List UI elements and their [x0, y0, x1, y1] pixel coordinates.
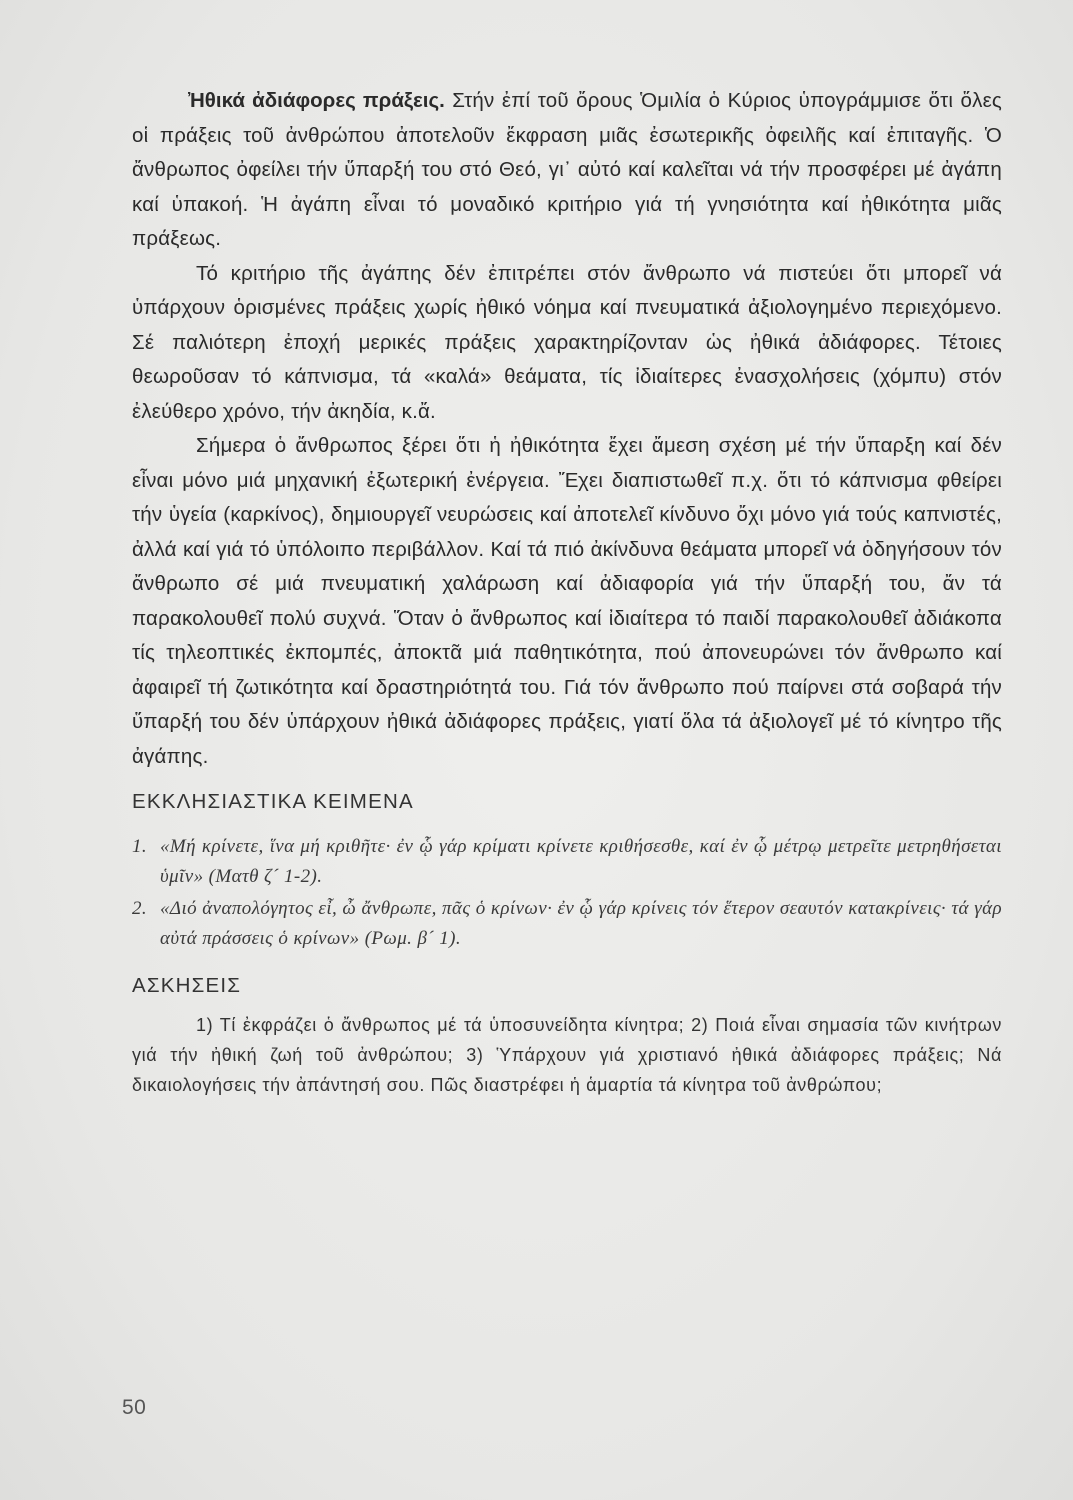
list-item-text: «Διό ἀναπολόγητος εἶ, ὦ ἄνθρωπε, πᾶς ὁ κρίνων· ἐν ᾧ γάρ κρίνεις τόν ἕτερον σεαυτόν κατακρίνεις· τά γάρ αὐτά πράσσεις ὁ κρίνων» (Ρωμ. β´ 1). — [160, 898, 1002, 949]
exercises-text: 1) Τί ἐκφράζει ὁ ἄνθρωπος μέ τά ὑποσυνείδητα κίνητρα; 2) Ποιά εἶναι σημασία τῶν κινήτρων γιά τήν ἠθική ζωή τοῦ ἀνθρώπου; 3) Ὑπάρχουν γιά χριστιανό ἠθικά ἀδιάφορες πράξεις; Νά δικαιολογήσεις τήν ἀπάντησή σου. Πῶς διαστρέφει ἡ ἁμαρτία τά κίνητρα τοῦ ἀνθρώπου; — [132, 1015, 1002, 1095]
paragraph-3: Σήμερα ὁ ἄνθρωπος ξέρει ὅτι ἡ ἠθικότητα ἔχει ἄμεση σχέση μέ τήν ὕπαρξη καί δέν εἶναι μόνο μιά μηχανική ἐξωτερική ἐνέργεια. Ἔχει διαπιστωθεῖ π.χ. ὅτι τό κάπνισμα φθείρει τήν ὑγεία (καρκίνος), δημιουργεῖ νευρώσεις καί ἀποτελεῖ κίνδυνο ὄχι μόνο γιά τούς καπνιστές, ἀλλά καί γιά τό ὑπόλοιπο περιβάλλον. Καί τά πιό ἀκίνδυνα θεάματα μπορεῖ νά ὁδηγήσουν τόν ἄνθρωπο σέ μιά πνευματική χαλάρωση καί ἀδιαφορία γιά τήν ὕπαρξή του, ἄν τά παρακολουθεῖ πολύ συχνά. Ὅταν ὁ ἄνθρωπος καί ἰδιαίτερα τό παιδί παρακολουθεῖ ἀδιάκοπα τίς τηλεοπτικές ἐκπομπές, ἀποκτᾶ μιά παθητικότητα, πού ἀπονευρώνει τόν ἄνθρωπο καί ἀφαιρεῖ τή ζωτικότητα καί δραστηριότητά του. Γιά τόν ἄνθρωπο πού παίρνει στά σοβαρά τήν ὕπαρξή του δέν ὑπάρχουν ἠθικά ἀδιάφορες πράξεις, γιατί ὅλα τά ἀξιολογεῖ μέ τό κίνητρο τῆς ἀγάπης. — [132, 434, 1002, 768]
list-item — [132, 832, 1002, 892]
section-title: Ἠθικά ἀδιάφορες πράξεις. — [188, 89, 445, 112]
paragraph-1 — [132, 84, 1002, 257]
paragraph-2: Τό κριτήριο τῆς ἀγάπης δέν ἐπιτρέπει στόν ἄνθρωπο νά πιστεύει ὅτι μπορεῖ νά ὑπάρχουν ὁρισμένες πράξεις χωρίς ἠθικό νόημα καί πνευματικά ἀξιολογημένο περιεχόμενο. Σέ παλιότερη ἐποχή μερικές πράξεις χαρακτηρίζονταν ὡς ἠθικά ἀδιάφορες. Τέτοιες θεωροῦσαν τό κάπνισμα, τά «καλά» θεάματα, τίς ἰδιαίτερες ἐνασχολήσεις (χόμπυ) στόν ἐλεύθερο χρόνο, τήν ἀκηδία, κ.ἄ. — [132, 261, 1002, 423]
paragraph-1-text: Στήν ἐπί τοῦ ὄρους Ὁμιλία ὁ Κύριος ὑπογράμμισε ὅτι ὅλες οἱ πράξεις τοῦ ἀνθρώπου ἀποτελοῦν ἔκφραση μιᾶς ἐσωτερικῆς ὀφειλῆς καί ἐπιταγῆς. Ὁ ἄνθρωπος ὀφείλει τήν ὕπαρξή του στό Θεό, γι᾽ αὐτό καί καλεῖται νά τήν προσφέρει μέ ἀγάπη καί ὑπακοή. Ἡ ἀγάπη εἶναι τό μοναδικό κριτήριο γιά τή γνησιότητα καί ἠθικότητα μιᾶς πράξεως. — [132, 89, 1002, 250]
list-item — [132, 894, 1002, 954]
church-texts-heading: ΕΚΚΛΗΣΙΑΣΤΙΚΑ ΚΕΙΜΕΝΑ — [132, 790, 414, 813]
list-item-text: «Μή κρίνετε, ἵνα μή κριθῆτε· ἐν ᾧ γάρ κρίματι κρίνετε κριθήσεσθε, καί ἐν ᾧ μέτρῳ μετρεῖτε μετρηθήσεται ὑμῖν» (Ματθ ζ´ 1-2). — [160, 836, 1002, 887]
exercises-heading: ΑΣΚΗΣΕΙΣ — [132, 974, 242, 997]
church-texts-list — [132, 832, 1002, 954]
page-number: 50 — [122, 1396, 147, 1419]
page-content — [132, 84, 1002, 1100]
list-item-number: 2. — [132, 898, 148, 919]
list-item-number: 1. — [132, 836, 148, 857]
